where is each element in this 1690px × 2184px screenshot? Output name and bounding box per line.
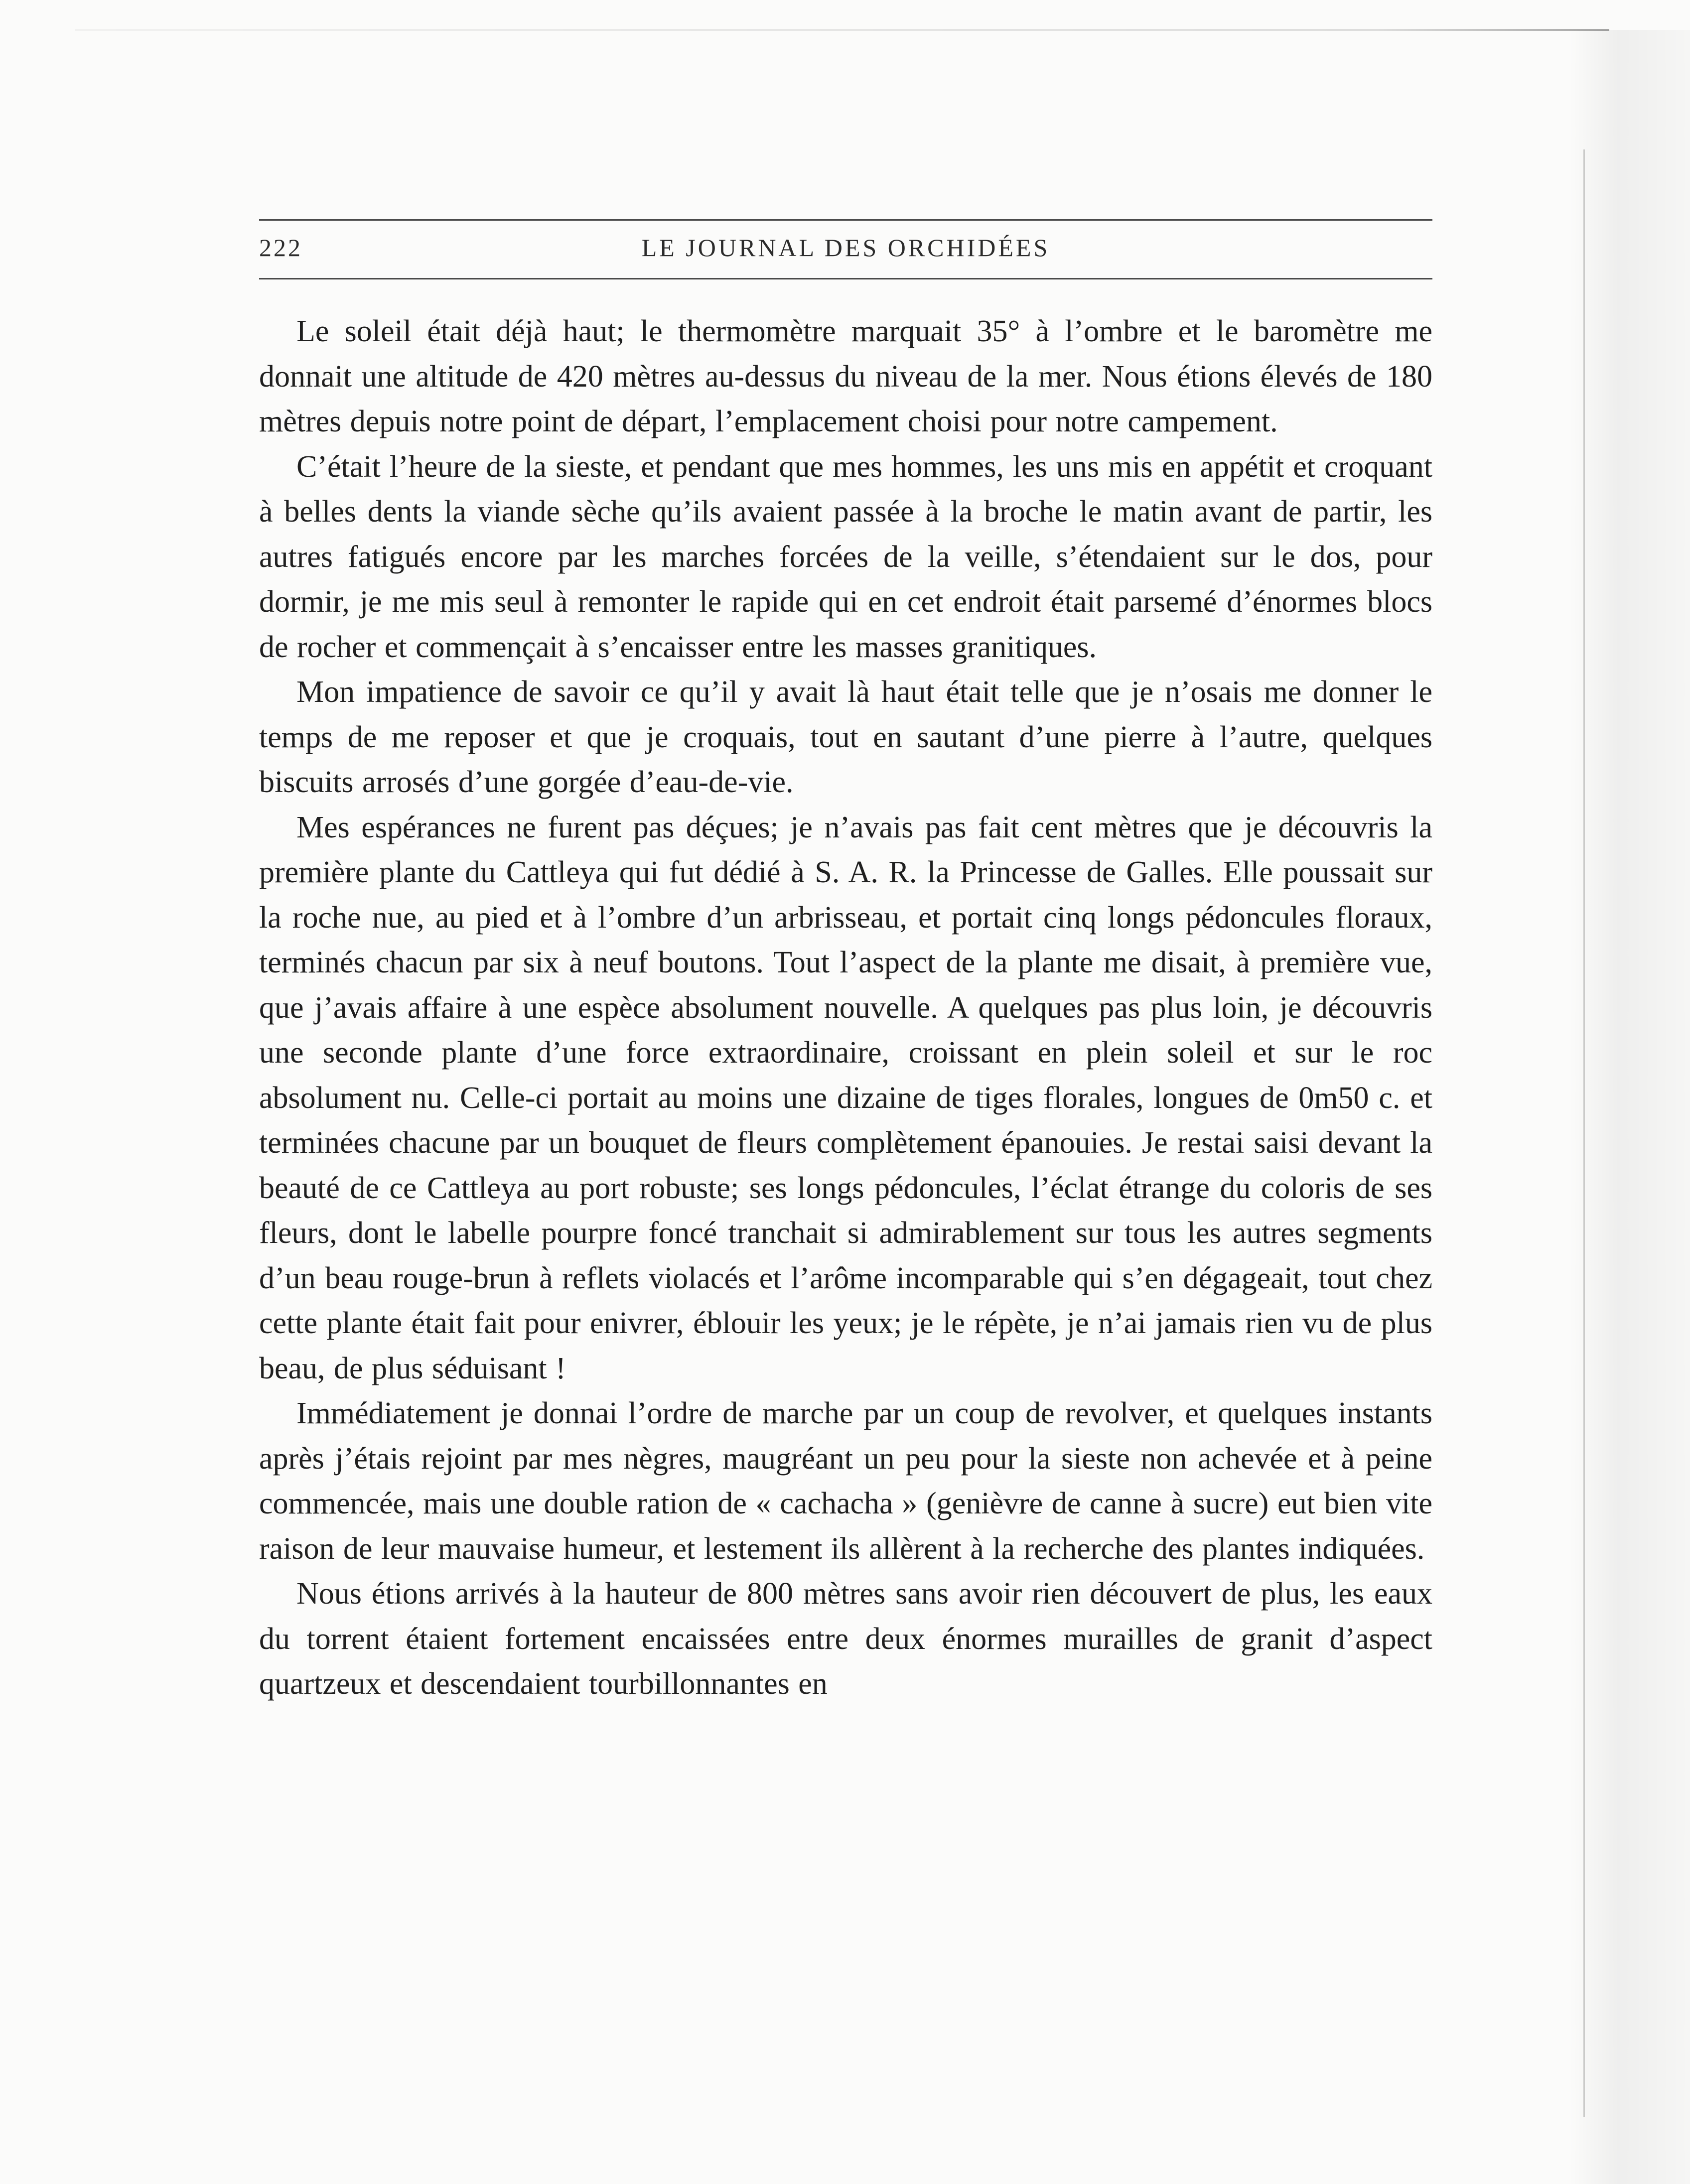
header-rule-bottom (259, 278, 1432, 279)
page-edge (1583, 149, 1585, 2117)
header-rule-top (259, 219, 1432, 221)
paragraph: Immédiatement je donnai l’ordre de marche par un coup de revolver, et quelques instants après j’étais rejoint par mes nègres, maugréant un peu pour la sieste non achevée et à peine commencée, mais une double ration de « cachacha » (genièvre de canne à sucre) eut bien vite raison de leur mauvaise humeur, et lestement ils allèrent à la recherche des plantes indiquées. (259, 1396, 1432, 1566)
paragraph: Mes espérances ne furent pas déçues; je n’avais pas fait cent mètres que je découvris la première plante du Cattleya qui fut dédié à S. A. R. la Princesse de Galles. Elle poussait sur la roche nue, au pied et à l’ombre d’un arbrisseau, et portait cinq longs pédoncules floraux, terminés chacun par six à neuf boutons. Tout l’aspect de la plante me disait, à première vue, que j’avais affaire à une espèce absolument nouvelle. A quelques pas plus loin, je découvris une seconde plante d’une force extraordinaire, croissant en plein soleil et sur le roc absolument nu. Celle-ci portait au moins une dizaine de tiges florales, longues de 0m50 c. et terminées chacune par un bouquet de fleurs complètement épanouies. Je restai saisi devant la beauté de ce Cattleya au port robuste; ses longs pédoncules, l’éclat étrange du coloris de ses fleurs, dont le labelle pourpre foncé tranchait si admirablement sur tous les autres segments d’un beau rouge-brun à reflets violacés et l’arôme incomparable qui s’en dégageait, tout chez cette plante était fait pour enivrer, éblouir les yeux; je le répète, je n’ai jamais rien vu de plus beau, de plus séduisant ! (259, 810, 1432, 1385)
body-text (259, 309, 1432, 1707)
running-title: LE JOURNAL DES ORCHIDÉES (641, 234, 1050, 262)
page-number: 222 (259, 234, 302, 262)
paragraph: Le soleil était déjà haut; le thermomètre marquait 35° à l’ombre et le baromètre me donnait une altitude de 420 mètres au-dessus du niveau de la mer. Nous étions élevés de 180 mètres depuis notre point de départ, l’emplacement choisi pour notre campement. (259, 314, 1432, 438)
running-header (259, 233, 1432, 268)
paragraph: C’était l’heure de la sieste, et pendant que mes hommes, les uns mis en appétit et croquant à belles dents la viande sèche qu’ils avaient passée à la broche le matin avant de partir, les autres fatigués encore par les marches forcées de la veille, s’étendaient sur le dos, pour dormir, je me mis seul à remonter le rapide qui en cet endroit était parsemé d’énormes blocs de rocher et commençait à s’encaisser entre les masses granitiques. (259, 449, 1432, 664)
scan-edge (75, 29, 1609, 31)
paragraph: Mon impatience de savoir ce qu’il y avait là haut était telle que je n’osais me donner le temps de me reposer et que je croquais, tout en sautant d’une pierre à l’autre, quelques biscuits arrosés d’une gorgée d’eau-de-vie. (259, 675, 1432, 799)
paragraph: Nous étions arrivés à la hauteur de 800 mètres sans avoir rien découvert de plus, les eaux du torrent étaient fortement encaissées entre deux énormes murailles de granit d’aspect quartzeux et descendaient tourbillonnantes en (259, 1577, 1432, 1701)
binding-shadow (1569, 30, 1690, 2184)
